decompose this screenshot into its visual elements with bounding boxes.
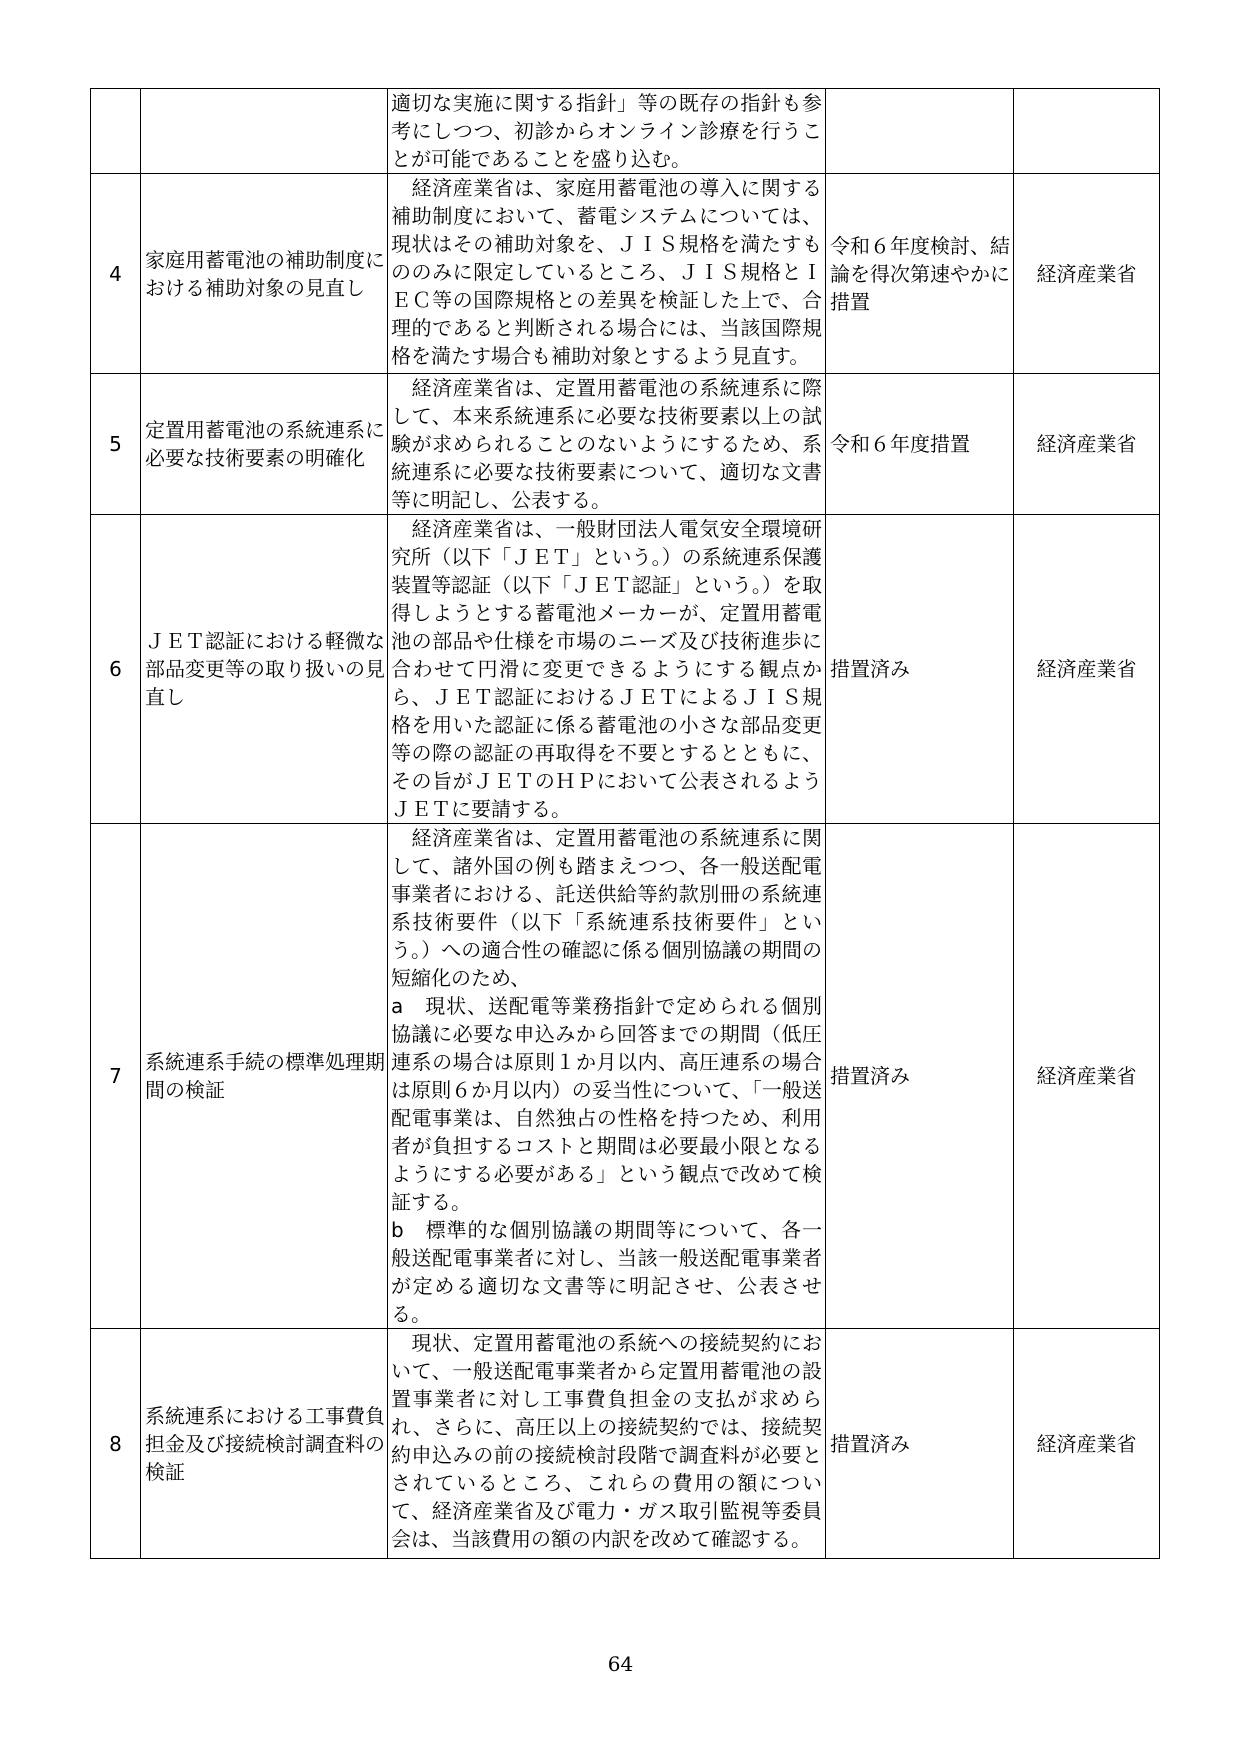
table-body <box>91 89 1160 1559</box>
table-row <box>91 174 1160 374</box>
item-content <box>388 374 826 515</box>
item-content <box>388 1329 826 1559</box>
item-title: 家庭用蓄電池の補助制度における補助対象の見直し <box>141 174 388 374</box>
item-title: 系統連系における工事費負担金及び接続検討調査料の検証 <box>141 1329 388 1559</box>
table-row <box>91 1329 1160 1559</box>
row-number <box>91 89 141 174</box>
item-content <box>388 89 826 174</box>
content-paragraph: b 標準的な個別協議の期間等について、各一般送配電事業者に対し、当該一般送配電事業者が定める適切な文書等に明記させ、公表させる。 <box>391 1218 822 1326</box>
responsible-ministry: 経済産業省 <box>1014 174 1160 374</box>
responsible-ministry <box>1014 89 1160 174</box>
page-number: 64 <box>607 1652 634 1676</box>
implementation-schedule: 令和６年度検討、結論を得次第速やかに措置 <box>826 174 1014 374</box>
content-paragraph: 経済産業省は、定置用蓄電池の系統連系に際して、本来系統連系に必要な技術要素以上の試験が求められることのないようにするため、系統連系に必要な技術要素について、適切な文書等に明記し、公表する。 <box>391 376 822 512</box>
table-row <box>91 824 1160 1329</box>
row-number: 5 <box>91 374 141 515</box>
implementation-schedule: 措置済み <box>826 515 1014 824</box>
item-content <box>388 174 826 374</box>
item-title: 系統連系手続の標準処理期間の検証 <box>141 824 388 1329</box>
table-row <box>91 89 1160 174</box>
table-row <box>91 515 1160 824</box>
responsible-ministry: 経済産業省 <box>1014 515 1160 824</box>
table-row <box>91 374 1160 515</box>
content-paragraph: 経済産業省は、一般財団法人電気安全環境研究所（以下「ＪＥＴ」という。）の系統連系保護装置等認証（以下「ＪＥＴ認証」という。）を取得しようとする蓄電池メーカーが、定置用蓄電池の部品や仕様を市場のニーズ及び技術進歩に合わせて円滑に変更できるようにする観点から、ＪＥＴ認証におけるＪＥＴによるＪＩＳ規格を用いた認証に係る蓄電池の小さな部品変更等の際の認証の再取得を不要とするとともに、その旨がＪＥＴのＨＰにおいて公表されるようＪＥＴに要請する。 <box>391 517 822 821</box>
content-paragraph: 現状、定置用蓄電池の系統への接続契約において、一般送配電事業者から定置用蓄電池の設置事業者に対し工事費負担金の支払が求められ、さらに、高圧以上の接続契約では、接続契約申込みの前の接続検討段階で調査料が必要とされているところ、これらの費用の額について、経済産業省及び電力・ガス取引監視等委員会は、当該費用の額の内訳を改めて確認する。 <box>391 1331 822 1551</box>
implementation-schedule: 措置済み <box>826 824 1014 1329</box>
item-content <box>388 824 826 1329</box>
row-number: 4 <box>91 174 141 374</box>
content-paragraph: a 現状、送配電等業務指針で定められる個別協議に必要な申込みから回答までの期間（低圧連系の場合は原則１か月以内、高圧連系の場合は原則６か月以内）の妥当性について、「一般送配電事業は、自然独占の性格を持つため、利用者が負担するコストと期間は必要最小限となるようにする必要がある」という観点で改めて検証する。 <box>391 994 822 1214</box>
regulation-table <box>90 88 1160 1559</box>
responsible-ministry: 経済産業省 <box>1014 1329 1160 1559</box>
implementation-schedule: 令和６年度措置 <box>826 374 1014 515</box>
implementation-schedule <box>826 89 1014 174</box>
item-title <box>141 89 388 174</box>
responsible-ministry: 経済産業省 <box>1014 824 1160 1329</box>
item-content <box>388 515 826 824</box>
content-paragraph: 経済産業省は、定置用蓄電池の系統連系に関して、諸外国の例も踏まえつつ、各一般送配電事業者における、託送供給等約款別冊の系統連系技術要件（以下「系統連系技術要件」という。）への適合性の確認に係る個別協議の期間の短縮化のため、 <box>391 826 822 990</box>
row-number: 8 <box>91 1329 141 1559</box>
content-paragraph: 経済産業省は、家庭用蓄電池の導入に関する補助制度において、蓄電システムについては、現状はその補助対象を、ＪＩＳ規格を満たすもののみに限定しているところ、ＪＩＳ規格とＩＥＣ等の国際規格との差異を検証した上で、合理的であると判断される場合には、当該国際規格を満たす場合も補助対象とするよう見直す。 <box>391 176 822 368</box>
implementation-schedule: 措置済み <box>826 1329 1014 1559</box>
content-paragraph: 適切な実施に関する指針」等の既存の指針も参考にしつつ、初診からオンライン診療を行うことが可能であることを盛り込む。 <box>391 91 822 171</box>
item-title: 定置用蓄電池の系統連系に必要な技術要素の明確化 <box>141 374 388 515</box>
row-number: 6 <box>91 515 141 824</box>
responsible-ministry: 経済産業省 <box>1014 374 1160 515</box>
item-title: ＪＥＴ認証における軽微な部品変更等の取り扱いの見直し <box>141 515 388 824</box>
row-number: 7 <box>91 824 141 1329</box>
